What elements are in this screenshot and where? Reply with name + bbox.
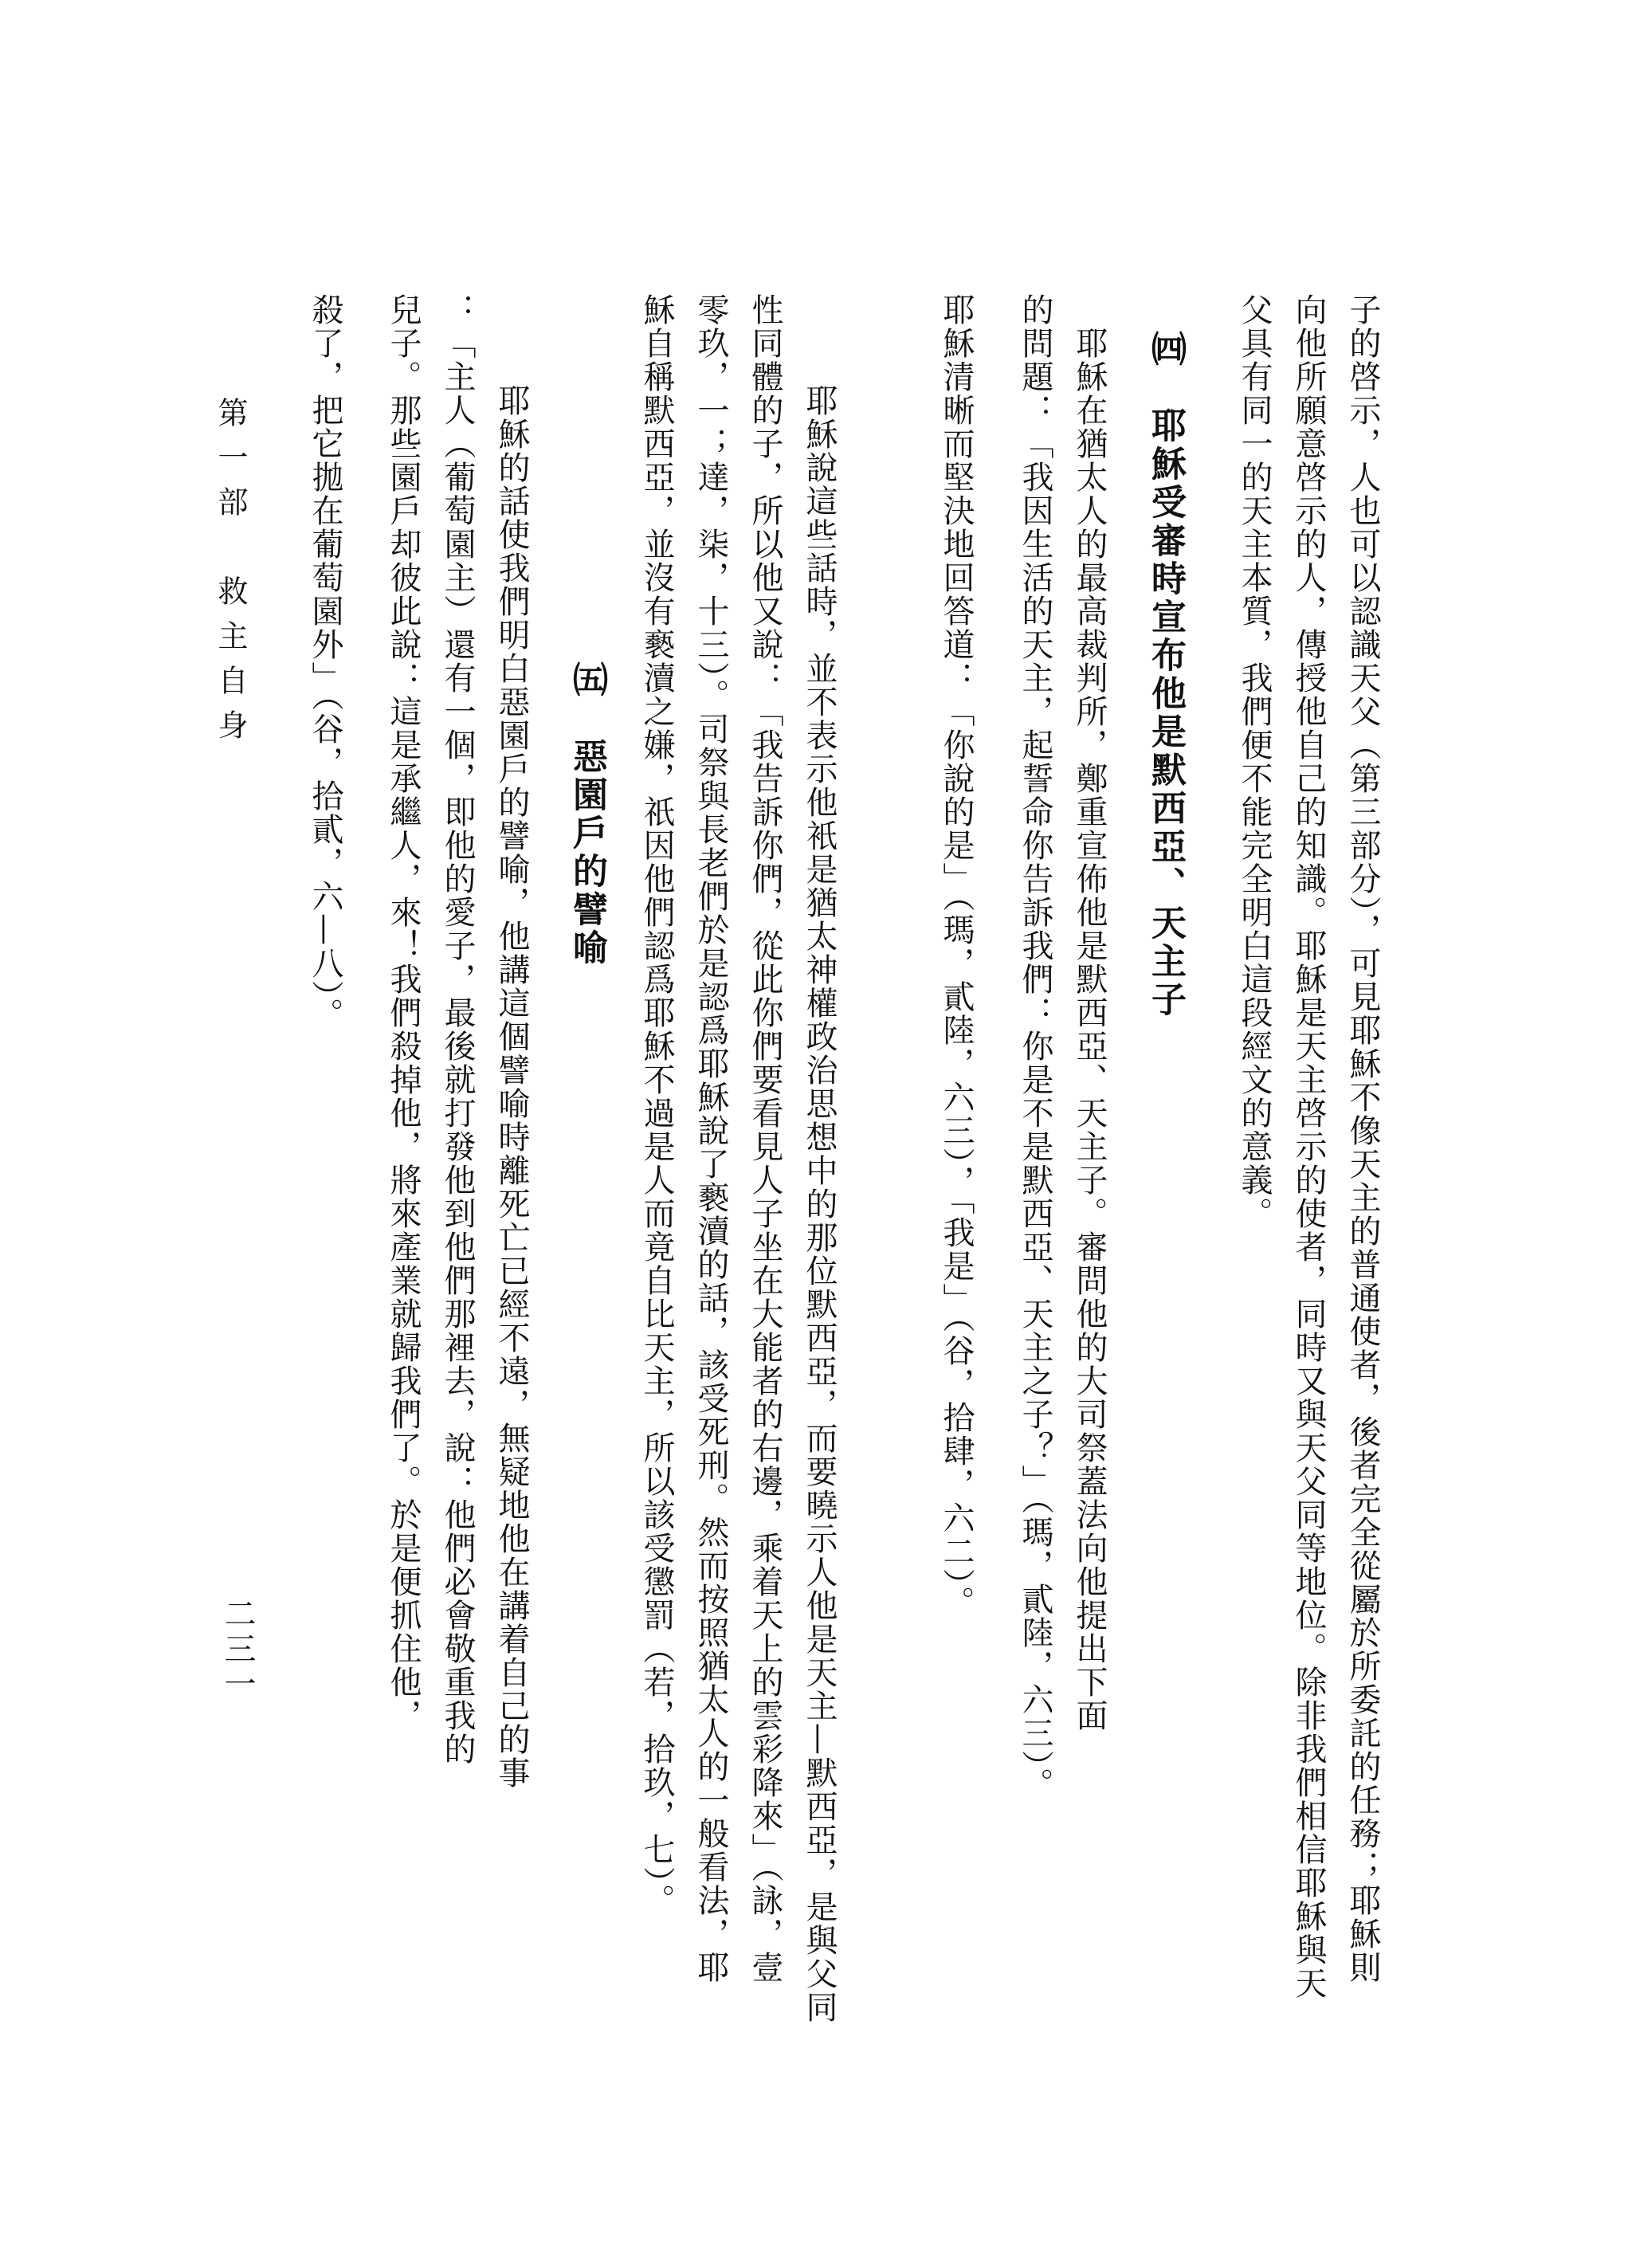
text-column-2: 向他所願意啓示的人，傳授他自己的知識。耶穌是天主啓示的使者，同時又與天父同等地位。除非我們相信耶穌與天: [1290, 293, 1327, 2000]
text-column-9: 零玖，一；達，柒，十三）。司祭與長老們於是認爲耶穌說了褻瀆的話，該受死刑。然而按照猶太人的一般看法，耶: [692, 293, 729, 1984]
text-column-8: 性同體的子，所以他又說：「我告訴你們，從此你們要看見人子坐在大能者的右邊，乘着天上的雲彩降來」（詠，壹: [747, 293, 783, 1984]
text-column-6: 耶穌清晰而堅決地回答道：「你說的是」（瑪，貳陸，六三），「我是」（谷，拾肆，六二）。: [938, 293, 975, 1619]
section-heading-4: ㈣ 耶穌受審時宣布他是默西亞、天主子: [1145, 331, 1186, 1019]
text-column-4: 耶穌在猶太人的最高裁判所，鄭重宣佈他是默西亞、天主子。審問他的大司祭蓋法向他提出下面: [1071, 293, 1108, 1732]
text-column-10: 穌自稱默西亞，並沒有褻瀆之嫌，祇因他們認爲耶穌不過是人而竟自比天主，所以該受懲罰（若，拾玖，七）。: [638, 293, 675, 1917]
page-number: 二三一: [219, 1597, 256, 1702]
text-column-12: ：「主人（葡萄園主）還有一個，即他的愛子，最後就打發他到他們那裡去，說：他們必會敬重我的: [439, 293, 476, 1766]
text-column-7: 耶穌說這些話時，並不表示他衹是猶太神權政治思想中的那位默西亞，而要曉示人他是天主—默西亞，是與父同: [801, 351, 838, 2024]
text-column-3: 父具有同一的天主本質，我們便不能完全明白這段經文的意義。: [1236, 293, 1273, 1230]
text-column-11: 耶穌的話使我們明白惡園戶的譬喻，他講這個譬喻時離死亡已經不遠，無疑地他在講着自己的事: [493, 351, 530, 1790]
running-footer: 第一部 救主自身: [213, 397, 248, 754]
text-column-1: 子的啓示，人也可以認識天父（第三部分），可見耶穌不像天主的普通使者，後者完全從屬於所委託的任務；耶穌則: [1344, 293, 1381, 1984]
section-heading-5: ㈤ 惡園戶的譬喻: [567, 661, 607, 967]
text-column-5: 的問題：「我因生活的天主，起誓命你告訴我們：你是不是默西亞、天主之子？」（瑪，貳陸，六三）。: [1017, 293, 1053, 1801]
text-column-13: 兒子。那些園戶却彼此說：這是承繼人，來！我們殺掉他，將來產業就歸我們了。於是便抓住他，: [385, 293, 422, 1732]
text-column-14: 殺了，把它拋在葡萄園外」（谷，拾貳，六—八）。: [307, 293, 343, 1031]
